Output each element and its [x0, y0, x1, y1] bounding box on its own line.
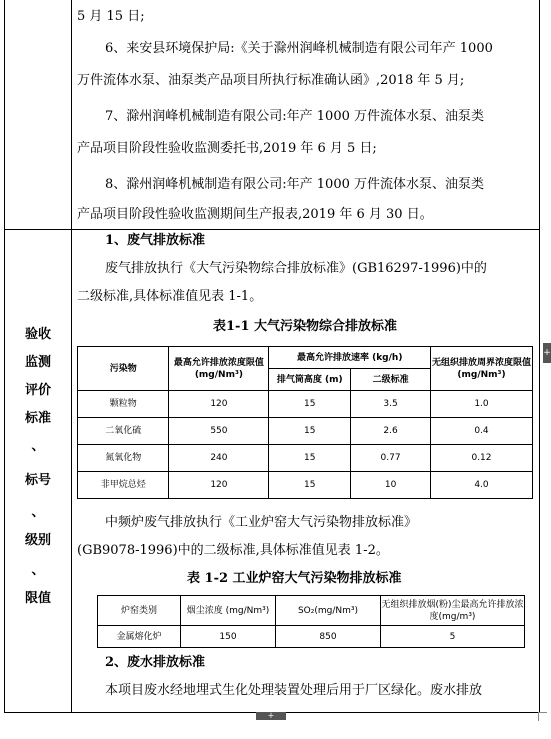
column-divider — [71, 0, 72, 712]
t1-header-max-conc: 最高允许排放浓度限值 (mg/Nm³) — [169, 347, 269, 391]
t1-cell-name: 非甲烷总烃 — [78, 472, 169, 499]
side-label-2: 评价 — [24, 383, 51, 398]
t1-cell-conc: 550 — [169, 418, 269, 445]
section2-heading: 2、废水排放标准 — [105, 655, 206, 670]
ref-item-6-cont: 万件流体水泵、油泵类产品项目所执行标准确认函》,2018 年 5 月; — [77, 73, 465, 88]
t1-header-pollutant: 污染物 — [78, 347, 169, 391]
ref-line-0: 5 月 15 日; — [77, 9, 145, 24]
t1-cell-rate: 2.6 — [351, 418, 431, 445]
t2-header-unorg: 无组织排放烟(粉)尘最高允许排放浓度(mg/m³) — [381, 596, 525, 626]
side-label-3: 标准 — [24, 411, 51, 426]
side-label-7: 级别 — [24, 533, 51, 548]
t1-cell-limit: 0.4 — [431, 418, 533, 445]
t1-cell-name: 氮氧化物 — [78, 445, 169, 472]
section2-para: 本项目废水经地埋式生化处理装置处理后用于厂区绿化。废水排放 — [105, 683, 483, 698]
table2 — [97, 595, 525, 648]
t1-cell-conc: 240 — [169, 445, 269, 472]
table1-title: 表1-1 大气污染物综合排放标准 — [213, 319, 398, 334]
t1-cell-height: 15 — [269, 391, 351, 418]
t1-cell-height: 15 — [269, 472, 351, 499]
table-row — [78, 445, 533, 472]
t1-cell-height: 15 — [269, 418, 351, 445]
side-label-6: 、 — [31, 505, 45, 520]
t1-cell-limit: 1.0 — [431, 391, 533, 418]
side-label-5: 标号 — [24, 473, 51, 488]
t1-cell-conc: 120 — [169, 391, 269, 418]
t1-cell-rate: 3.5 — [351, 391, 431, 418]
section1-para: 废气排放执行《大气污染物综合排放标准》(GB16297-1996)中的 — [105, 261, 487, 276]
t1-cell-rate: 0.77 — [351, 445, 431, 472]
t2-header-type: 炉窑类别 — [98, 596, 181, 626]
ref-item-8: 8、滁州润峰机械制造有限公司:年产 1000 万件流体水泵、油泵类 — [105, 177, 484, 192]
table1 — [77, 346, 533, 499]
t1-cell-name: 二氧化硫 — [78, 418, 169, 445]
t1-cell-rate: 10 — [351, 472, 431, 499]
t2-cell-dust: 150 — [181, 626, 276, 648]
table-row — [78, 418, 533, 445]
section1-para2: 中频炉废气排放执行《工业炉窑大气污染物排放标准》 — [105, 515, 418, 530]
ref-item-8-cont: 产品项目阶段性验收监测期间生产报表,2019 年 6 月 30 日。 — [77, 207, 433, 222]
t1-header-stack-height: 排气筒高度 (m) — [269, 369, 351, 391]
side-label-1: 监测 — [24, 355, 51, 370]
t2-cell-type: 金属熔化炉 — [98, 626, 181, 648]
t2-cell-so2: 850 — [276, 626, 381, 648]
resize-corner-handle[interactable] — [538, 712, 547, 721]
side-label-9: 限值 — [24, 591, 51, 606]
side-label-0: 验收 — [24, 327, 51, 342]
t1-cell-limit: 0.12 — [431, 445, 533, 472]
ref-item-7: 7、滁州润峰机械制造有限公司:年产 1000 万件流体水泵、油泵类 — [105, 109, 484, 124]
ref-item-7-cont: 产品项目阶段性验收监测委托书,2019 年 6 月 5 日; — [77, 141, 377, 156]
t1-header-max-rate: 最高允许排放速率 (kg/h) — [269, 347, 431, 369]
table-row — [98, 626, 525, 648]
side-label-8: 、 — [31, 563, 45, 578]
t1-header-level2: 二级标准 — [351, 369, 431, 391]
t2-header-so2: SO₂(mg/Nm³) — [276, 596, 381, 626]
t2-header-dust: 烟尘浓度 (mg/Nm³) — [181, 596, 276, 626]
t2-cell-unorg: 5 — [381, 626, 525, 648]
ref-item-6: 6、来安县环境保护局:《关于滁州润峰机械制造有限公司年产 1000 — [105, 41, 493, 56]
table-row — [78, 391, 533, 418]
expand-side-button[interactable]: + — [543, 343, 551, 363]
t1-header-unorg: 无组织排放周界浓度限值 (mg/Nm³) — [431, 347, 533, 391]
document-page — [4, 0, 540, 713]
t1-cell-name: 颗粒物 — [78, 391, 169, 418]
side-label-4: 、 — [31, 439, 45, 454]
row-divider — [5, 229, 539, 230]
expand-bottom-button[interactable]: + — [256, 712, 286, 720]
section1-para2-cont: (GB9078-1996)中的二级标准,具体标准值见表 1-2。 — [77, 543, 389, 558]
section1-heading: 1、废气排放标准 — [105, 233, 206, 248]
t1-cell-conc: 120 — [169, 472, 269, 499]
t1-cell-height: 15 — [269, 445, 351, 472]
table-row — [78, 472, 533, 499]
table2-title: 表 1-2 工业炉窑大气污染物排放标准 — [187, 571, 402, 586]
t1-cell-limit: 4.0 — [431, 472, 533, 499]
section1-para-cont: 二级标准,具体标准值见表 1-1。 — [77, 289, 263, 304]
